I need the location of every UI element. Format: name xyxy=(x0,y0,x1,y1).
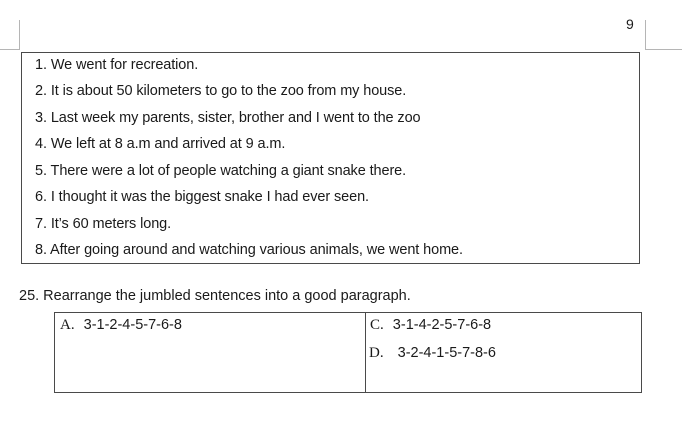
page-number: 9 xyxy=(626,16,634,32)
option-d-value: 3-2-4-1-5-7-8-6 xyxy=(397,345,496,361)
sentence-4: 4. We left at 8 a.m and arrived at 9 a.m. xyxy=(35,136,286,152)
option-c-letter: C. xyxy=(370,317,384,333)
sentence-8: 8. After going around and watching various animals, we went home. xyxy=(35,242,463,258)
option-a-letter: A. xyxy=(60,317,75,333)
sentence-1: 1. We went for recreation. xyxy=(35,57,199,73)
margin-mark-left-horizontal xyxy=(0,49,20,50)
sentence-2: 2. It is about 50 kilometers to go to the zoo from my house. xyxy=(35,83,407,99)
sentence-5: 5. There were a lot of people watching a giant snake there. xyxy=(35,163,407,179)
option-c[interactable] xyxy=(370,317,491,334)
column-divider xyxy=(365,313,366,392)
option-a-value: 3-1-2-4-5-7-6-8 xyxy=(83,317,182,333)
margin-mark-right-horizontal xyxy=(645,49,682,50)
margin-mark-left-vertical xyxy=(19,20,20,50)
sentence-6: 6. I thought it was the biggest snake I had ever seen. xyxy=(35,189,369,205)
option-c-value: 3-1-4-2-5-7-6-8 xyxy=(392,317,492,333)
option-d-letter: D. xyxy=(369,345,384,361)
sentence-3: 3. Last week my parents, sister, brother and I went to the zoo xyxy=(35,110,421,126)
margin-mark-right-vertical xyxy=(645,20,646,50)
jumbled-sentences-box xyxy=(21,52,640,264)
question-25: 25. Rearrange the jumbled sentences into a good paragraph. xyxy=(19,288,411,304)
sentence-7: 7. It’s 60 meters long. xyxy=(35,216,172,232)
option-d[interactable] xyxy=(369,345,496,362)
answer-options-table xyxy=(54,312,642,393)
option-a[interactable] xyxy=(60,317,182,334)
